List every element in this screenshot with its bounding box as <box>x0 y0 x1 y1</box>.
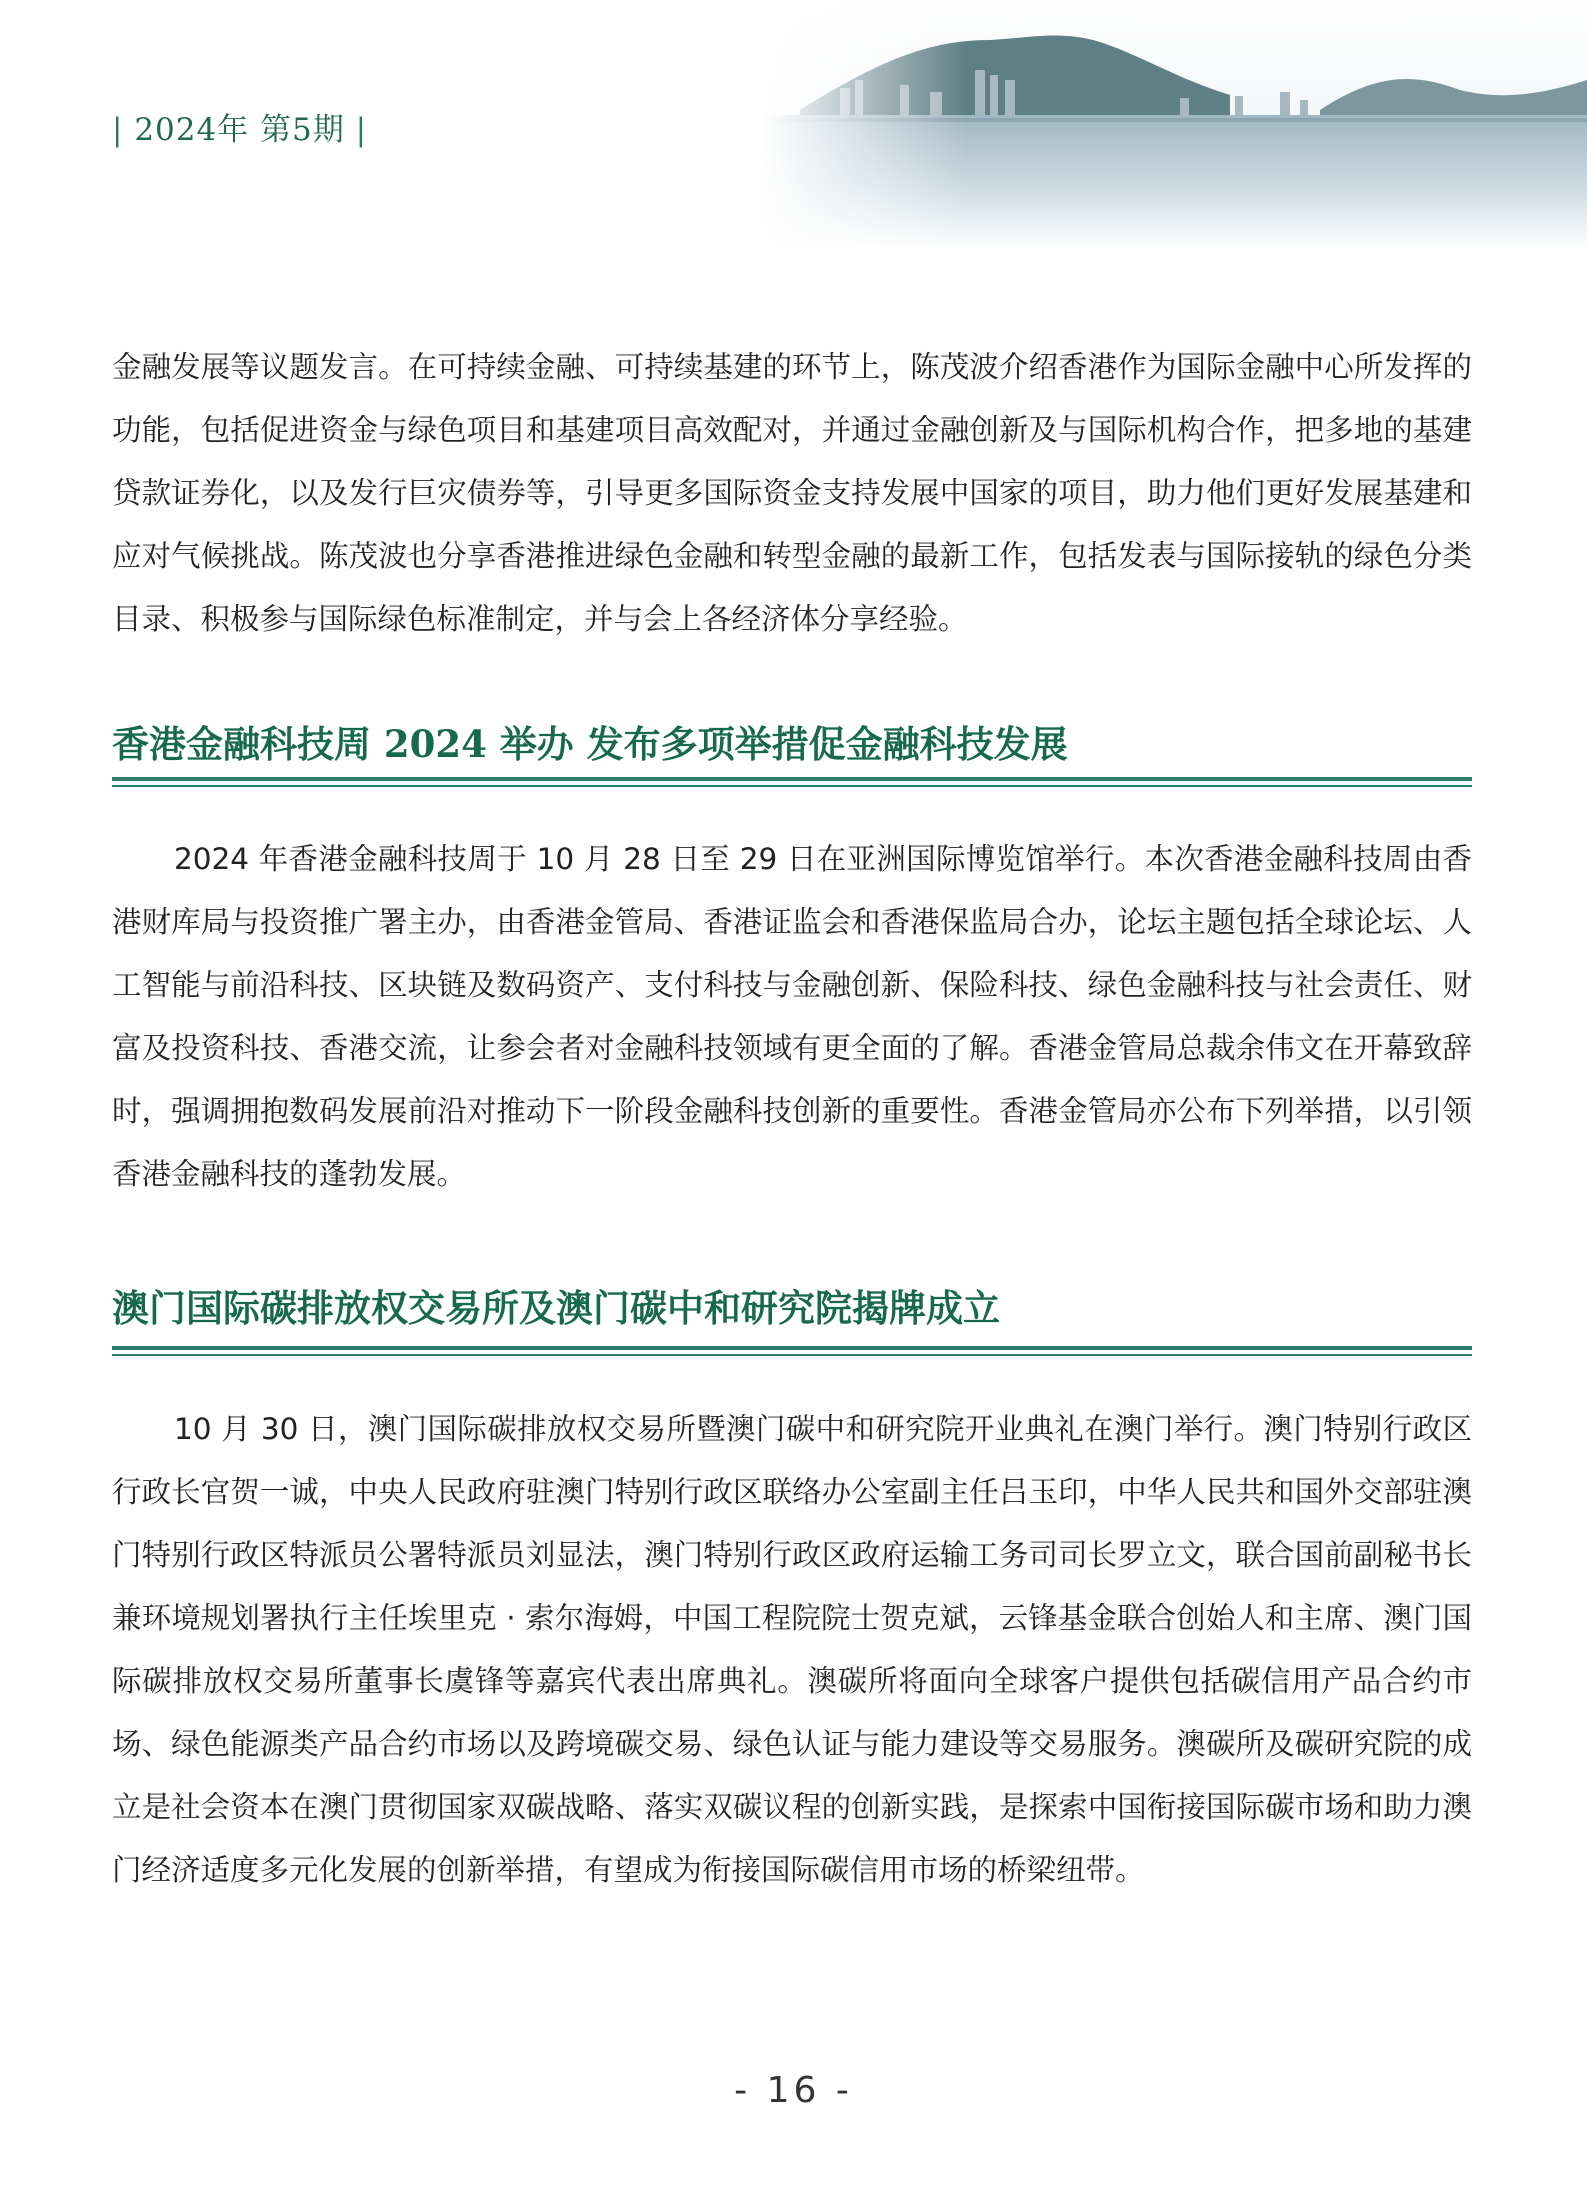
section-rule-2 <box>112 1346 1472 1356</box>
issue-text: 2024年 第5期 <box>134 112 345 148</box>
landscape-banner-image <box>760 0 1587 250</box>
issue-separator-right: | <box>355 112 368 148</box>
intro-paragraph: 金融发展等议题发言。在可持续金融、可持续基建的环节上，陈茂波介绍香港作为国际金融中心所发挥的功能，包括促进资金与绿色项目和基建项目高效配对，并通过金融创新及与国际机构合作，把多地的基建贷款证券化，以及发行巨灾债券等，引导更多国际资金支持发展中国家的项目，助力他们更好发展基建和应对气候挑战。陈茂波也分享香港推进绿色金融和转型金融的最新工作，包括发表与国际接轨的绿色分类目录、积极参与国际绿色标准制定，并与会上各经济体分享经验。 <box>112 350 1472 636</box>
section-rule-1 <box>112 777 1472 787</box>
section-body-macau-carbon: 10 月 30 日，澳门国际碳排放权交易所暨澳门碳中和研究院开业典礼在澳门举行。澳门特别行政区行政长官贺一诚，中央人民政府驻澳门特别行政区联络办公室副主任吕玉印，中华人民共和国外交部驻澳门特别行政区特派员公署特派员刘显法，澳门特别行政区政府运输工务司司长罗立文，联合国前副秘书长兼环境规划署执行主任埃里克 · 索尔海姆，中国工程院院士贺克斌，云锋基金联合创始人和主席、澳门国际碳排放权交易所董事长虞锋等嘉宾代表出席典礼。澳碳所将面向全球客户提供包括碳信用产品合约市场、绿色能源类产品合约市场以及跨境碳交易、绿色认证与能力建设等交易服务。澳碳所及碳研究院的成立是社会资本在澳门贯彻国家双碳战略、落实双碳议程的创新实践，是探索中国衔接国际碳市场和助力澳门经济适度多元化发展的创新举措，有望成为衔接国际碳信用市场的桥梁纽带。 <box>112 1412 1472 1887</box>
issue-separator-left: | <box>112 112 124 148</box>
section-body-fintech-week: 2024 年香港金融科技周于 10 月 28 日至 29 日在亚洲国际博览馆举行。本次香港金融科技周由香港财库局与投资推广署主办，由香港金管局、香港证监会和香港保监局合办，论坛主题包括全球论坛、人工智能与前沿科技、区块链及数码资产、支付科技与金融创新、保险科技、绿色金融科技与社会责任、财富及投资科技、香港交流，让参会者对金融科技领域有更全面的了解。香港金管局总裁余伟文在开幕致辞时，强调拥抱数码发展前沿对推动下一阶段金融科技创新的重要性。香港金管局亦公布下列举措，以引领香港金融科技的蓬勃发展。 <box>112 842 1472 1191</box>
section-heading-fintech-week: 香港金融科技周 2024 举办 发布多项举措促金融科技发展 <box>112 722 1068 766</box>
page-number: - 16 - <box>734 2070 853 2111</box>
section-heading-macau-carbon: 澳门国际碳排放权交易所及澳门碳中和研究院揭牌成立 <box>112 1286 1000 1330</box>
issue-label <box>112 104 367 149</box>
